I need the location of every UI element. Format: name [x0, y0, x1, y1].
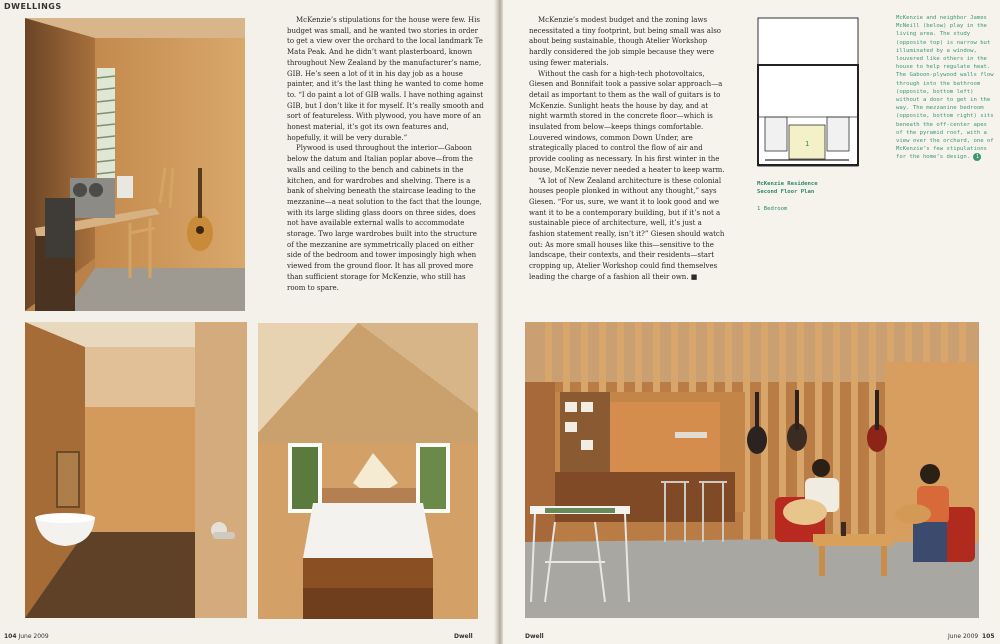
wall-slat [851, 322, 858, 562]
left-page [0, 0, 497, 644]
wall-slat [581, 322, 588, 392]
right-footer [525, 633, 995, 640]
wall-slat [635, 322, 642, 392]
wall-slat [617, 322, 624, 392]
photo-study [25, 18, 245, 311]
right-magazine-name: Dwell [525, 633, 544, 640]
right-page-number: 105 [982, 633, 995, 640]
wall-slat [599, 322, 606, 392]
plan-room-label: 1 [805, 140, 810, 148]
right-body-text [529, 15, 726, 283]
photo-bedroom [258, 323, 478, 619]
caption-end-mark: 1 [973, 153, 981, 161]
left-page-number: 104 [4, 633, 17, 640]
left-footer [4, 633, 494, 640]
plan-title-line2: Second Floor Plan [757, 189, 815, 195]
right-page [503, 0, 1000, 644]
plan-title-line1: McKenzie Residence [757, 181, 818, 187]
bedroom-image [258, 323, 478, 619]
caption-text: McKenzie and neighbor James McNeill (below) play in the living area. The study (opposite top) is narrow but illuminated by a window, louvered like others in the house to help regulate heat. The Gaboon-plywood walls flow through into the bathroom (opposite, bottom left) without a door to get in the way. The mezzanine bedroom (opposite, bottom right) sits beneath the off-center apex of the pyramid roof, with a view over the orchard, one of McKenzie’s few stipulations for the home’s design. [896, 15, 994, 161]
right-paragraph: McKenzie’s modest budget and the zoning laws necessitated a tiny footprint, but being small was also about being sustainable, though Atelier Workshop hardly considered the job simple because they were using fewer materials. [529, 16, 722, 67]
right-paragraph: Without the cash for a high-tech photovoltaics, Giesen and Bonnifait took a passive solar approach—a detail as important to them as the wall of guitars is to McKenzie. Sunlight heats the house by day, and at night warmth stored in the concrete floor—which is insulated from below—keeps things comfortable. Louvered windows, common Down Under, are strategically placed to control the flow of air and provide cooling as necessary. In his first winter in the house, McKenzie never needed a heater to keep warm. [529, 69, 725, 174]
right-date: June 2009 [948, 633, 979, 640]
photo-bathroom [25, 322, 247, 618]
section-label: DWELLINGS [4, 2, 62, 11]
wall-slat [563, 322, 570, 392]
plan-title [757, 180, 867, 196]
right-paragraph: “A lot of New Zealand architecture is these colonial houses people plonked in without any thought,” says Giesen. “For us, sure, we want it to look good and we want it to be a contemporary building, but if it’s not a sustainable piece of architecture, well, it’s just a fashion statement really, isn’t it?” Giesen should watch out: As more small houses like this—sensitive to the landscape, their contexts, and their residents—start cropping up, Atelier Workshop could find themselves leading the charge of a fashion all their own. ■ [529, 176, 725, 281]
floor-plan-drawing [757, 17, 859, 167]
photo-caption [896, 14, 996, 162]
wall-slat [725, 322, 732, 392]
left-paragraph: Plywood is used throughout the interior—Gaboon below the datum and Italian poplar above—from the walls and ceiling to the bench and cabinets in the kitchen, and for wardrobes and shelving. There is a bank of shelving beneath the staircase leading to the mezzanine—a neat solution to the fact that the lounge, with its large sliding glass doors on three sides, does not have available external walls to accommodate storage. Two large wardrobes built into the structure of the mezzanine are symmetrically placed on either side of the bedroom and tower imposingly high when viewed from the ground floor. It has all proved more than sufficient storage for McKenzie, who still has room to spare. [287, 144, 482, 292]
plan-legend: 1 Bedroom [757, 206, 788, 212]
floor-plan [757, 17, 859, 167]
left-magazine-name: Dwell [454, 633, 473, 640]
left-date: June 2009 [18, 633, 49, 640]
wall-slat [707, 322, 714, 392]
wall-slat [653, 322, 660, 392]
photo-living-room [525, 322, 979, 618]
bathroom-image [25, 322, 247, 618]
left-body-text [287, 15, 484, 293]
study-image [25, 18, 245, 311]
wall-slat [545, 322, 552, 392]
left-paragraph: McKenzie’s stipulations for the house were few. His budget was small, and he wanted two stories in order to get a view over the orchard to the local landmark Te Mata Peak. And he didn’t want plasterboard, known throughout New Zealand by the manufacturer’s name, GIB. He’s seen a lot of it in his day job as a house painter, and it’s the last thing he wanted to come home to. “I do paint a lot of GIB walls. I have nothing against GIB, but I don’t like it for myself. It’s really smooth and sort of featureless. With plywood, you have more of an honest material, it’s got its own features and, hopefully, it will be very durable.” [287, 16, 484, 142]
wall-slat [833, 322, 840, 562]
living-room-image [525, 322, 979, 618]
wall-slat [671, 322, 678, 392]
wall-slat [689, 322, 696, 392]
